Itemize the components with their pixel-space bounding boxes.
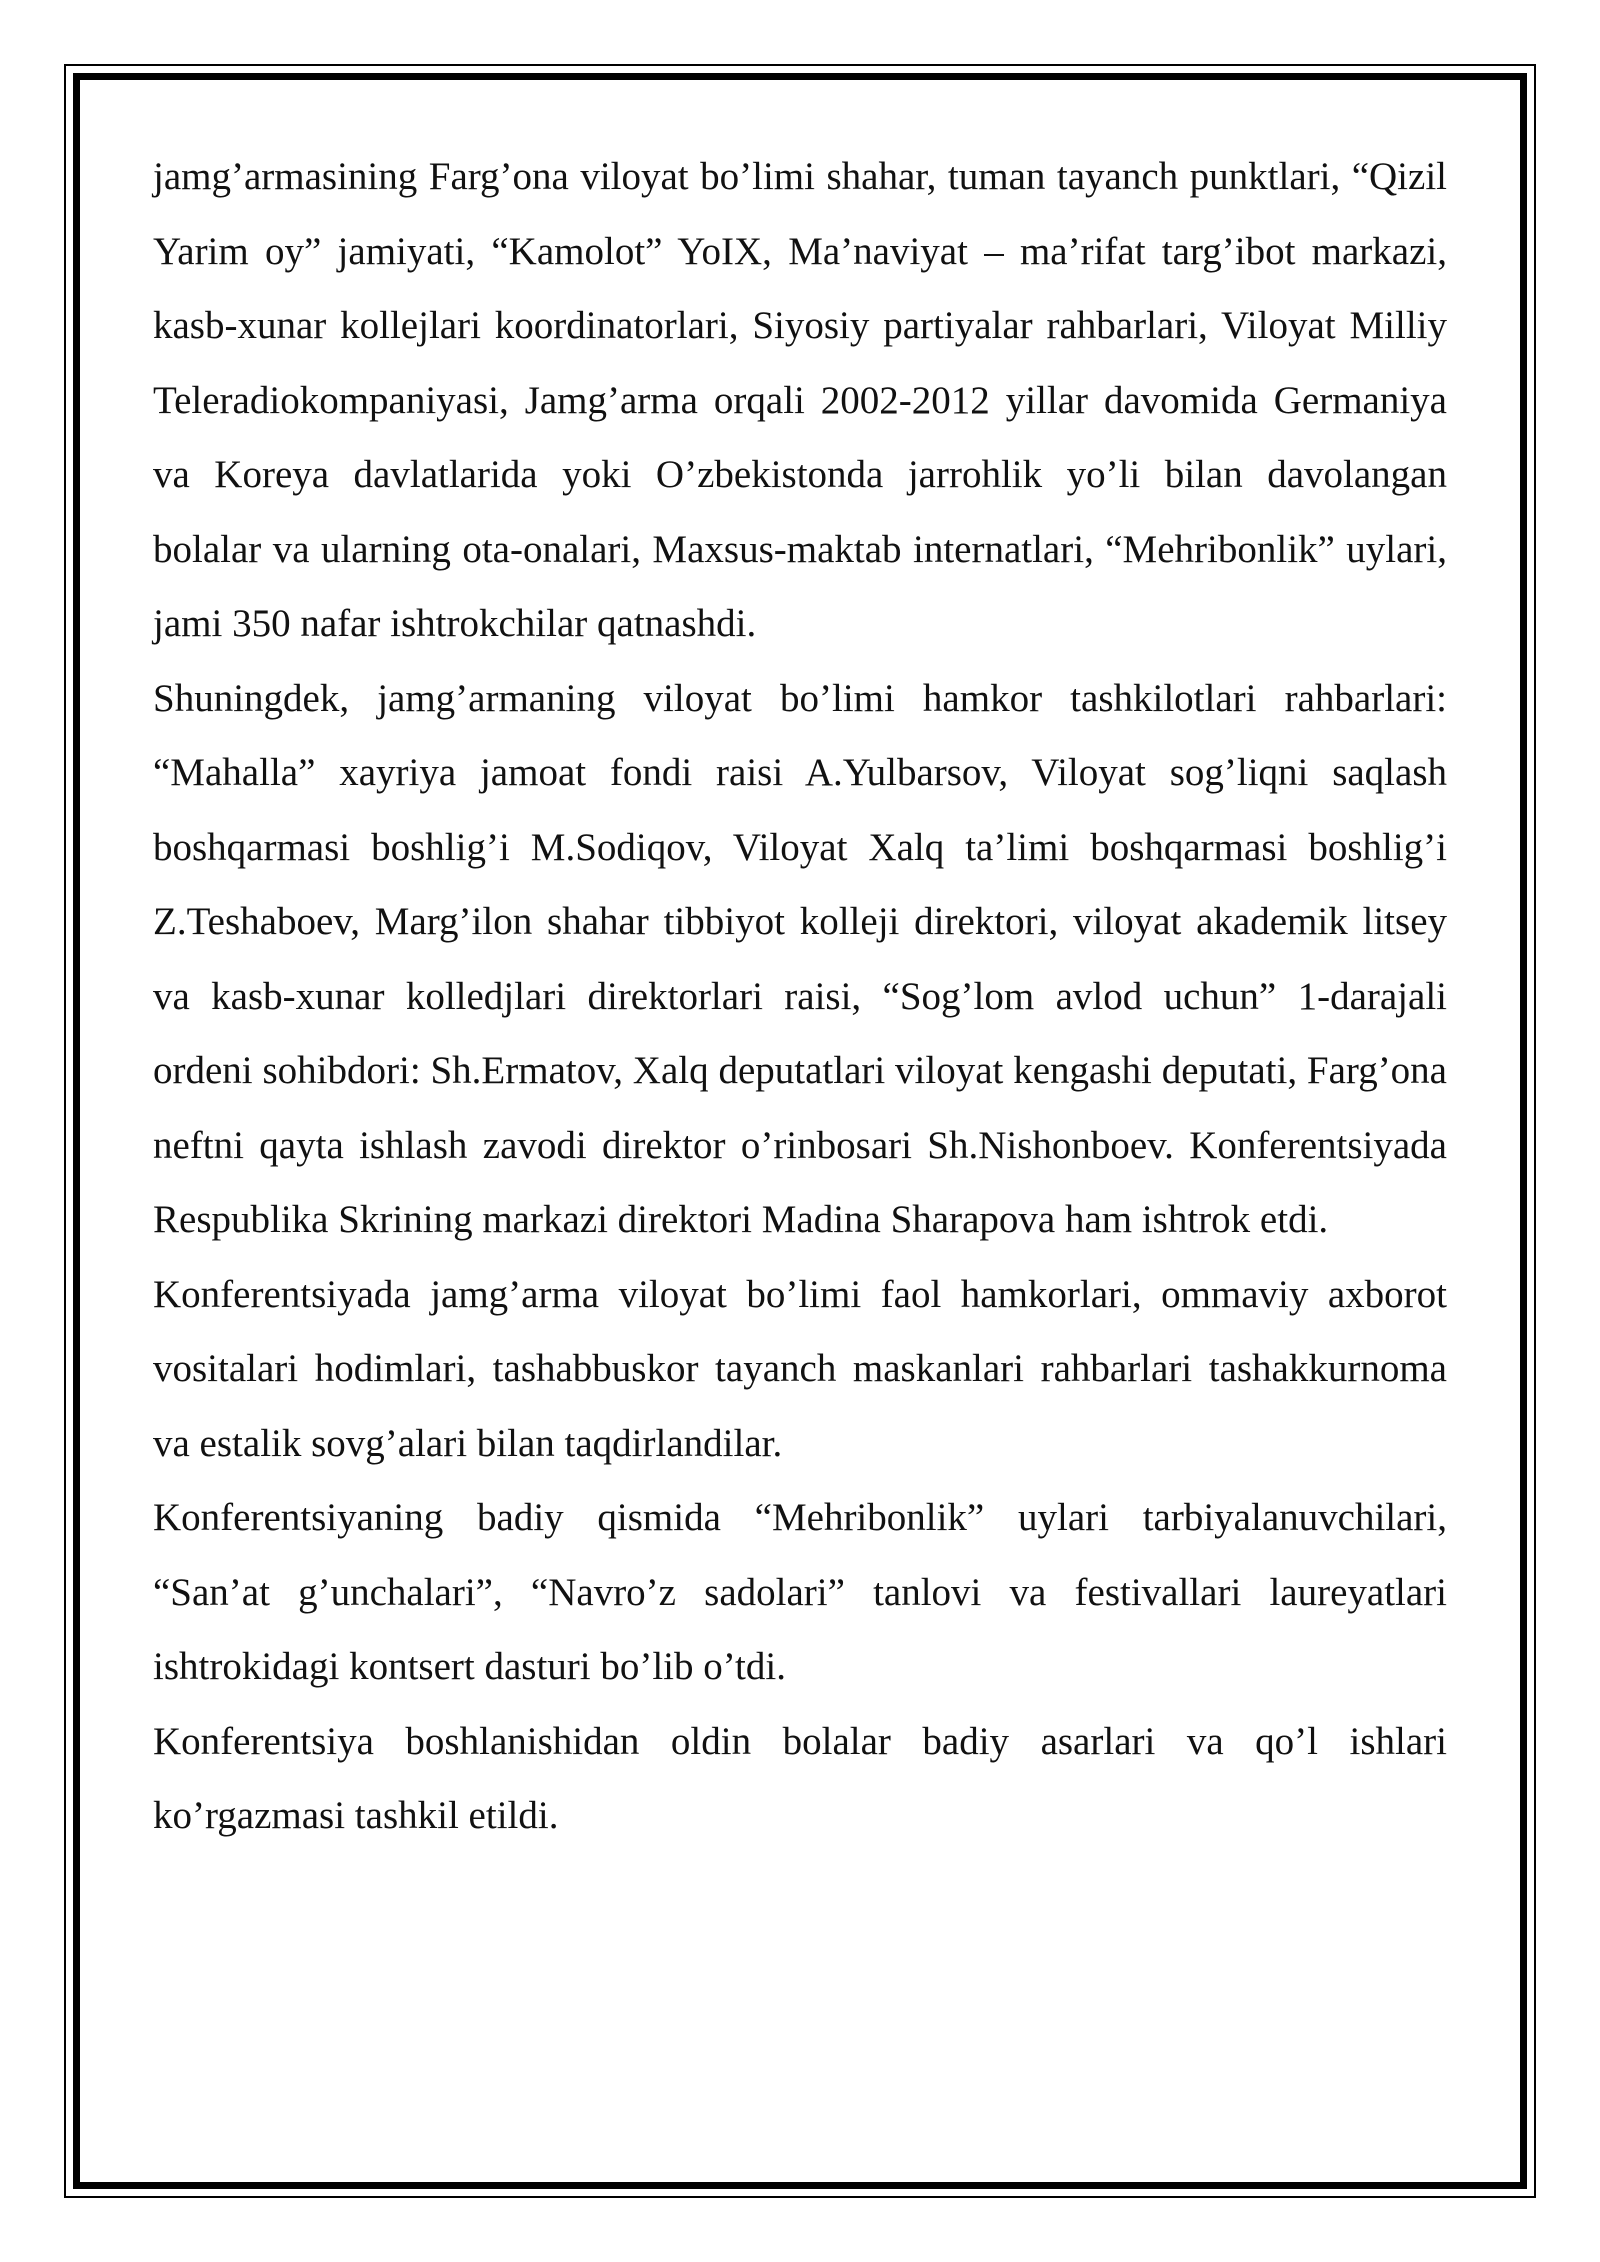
paragraph-partner-leaders: Shuningdek, jamg’armaning viloyat bo’limi hamkor tashkilotlari rahbarlari: “Mahalla” xayriya jamoat fondi raisi A.Yulbarsov, Viloyat sog’liqni saqlash boshqarmasi boshlig’i M.Sodiqov, Viloyat Xalq ta’limi boshqarmasi boshlig’i Z.Teshaboev, Marg’ilon shahar tibbiyot kolleji direktori, viloyat akademik litsey va kasb-xunar kolledjlari direktorlari raisi, “Sog’lom avlod uchun” 1-darajali ordeni sohibdori: Sh.Ermatov, Xalq deputatlari viloyat kengashi deputati, Farg’ona neftni qayta ishlash zavodi direktor o’rinbosari Sh.Nishonboev. Konferentsiyada Respublika Skrining markazi direktori Madina Sharapova ham ishtrok etdi. <box>153 676 1447 1241</box>
paragraph-concert: Konferentsiyaning badiy qismida “Mehribonlik” uylari tarbiyalanuvchilari, “San’at g’unchalari”, “Navro’z sadolari” tanlovi va festivallari laureyatlari ishtrokidagi kontsert dasturi bo’lib o’tdi. <box>153 1496 1447 1688</box>
paragraph-awards: Konferentsiyada jamg’arma viloyat bo’limi faol hamkorlari, ommaviy axborot vositalari hodimlari, tashabbuskor tayanch maskanlari rahbarlari tashakkurnoma va estalik sovg’alari bilan taqdirlandilar. <box>153 1272 1447 1465</box>
paragraph-exhibition: Konferentsiya boshlanishidan oldin bolalar badiy asarlari va qo’l ishlari ko’rgazmasi tashkil etildi. <box>153 1719 1447 1837</box>
document-body <box>153 140 1447 1854</box>
paragraph-participants: jamg’armasining Farg’ona viloyat bo’limi shahar, tuman tayanch punktlari, “Qizil Yarim oy” jamiyati, “Kamolot” YoIX, Ma’naviyat – ma’rifat targ’ibot markazi, kasb-xunar kollejlari koordinatorlari, Siyosiy partiyalar rahbarlari, Viloyat Milliy Teleradiokompaniyasi, Jamg’arma orqali 2002-2012 yillar davomida Germaniya va Koreya davlatlarida yoki O’zbekistonda jarrohlik yo’li bilan davolangan bolalar va ularning ota-onalari, Maxsus-maktab internatlari, “Mehribonlik” uylari, jami 350 nafar ishtrokchilar qatnashdi. <box>153 155 1447 645</box>
